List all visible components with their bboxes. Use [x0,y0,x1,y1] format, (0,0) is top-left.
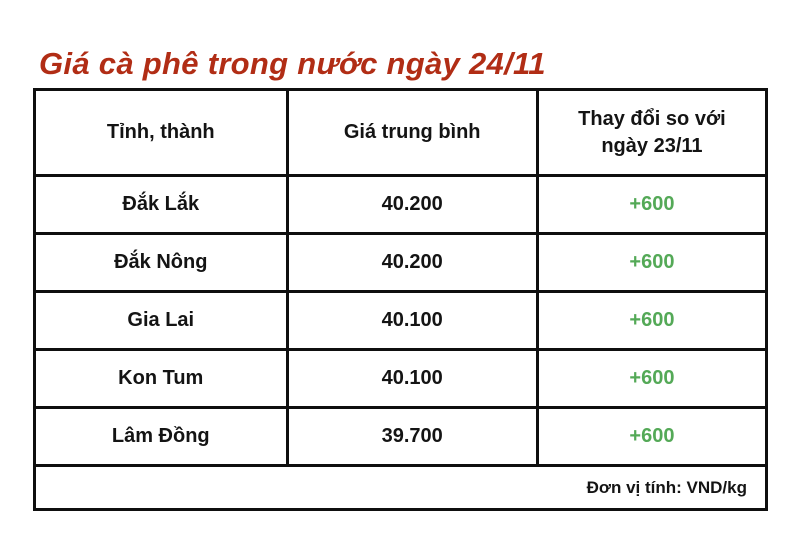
price-cell: 40.100 [287,350,537,408]
table-body [35,176,767,510]
price-cell: 40.200 [287,176,537,234]
price-cell: 39.700 [287,408,537,466]
table-header [35,90,767,176]
table-row [35,408,767,466]
coffee-price-table [33,88,768,511]
province-cell: Gia Lai [35,292,288,350]
header-change: Thay đổi so với ngày 23/11 [537,90,766,176]
change-cell: +600 [537,234,766,292]
table-row [35,292,767,350]
province-cell: Lâm Đồng [35,408,288,466]
province-cell: Đắk Lắk [35,176,288,234]
province-cell: Kon Tum [35,350,288,408]
table-row [35,350,767,408]
change-cell: +600 [537,350,766,408]
table-footer-row [35,466,767,510]
header-province: Tỉnh, thành [35,90,288,176]
province-cell: Đắk Nông [35,234,288,292]
price-cell: 40.200 [287,234,537,292]
price-cell: 40.100 [287,292,537,350]
unit-note: Đơn vị tính: VND/kg [35,466,767,510]
table-row [35,234,767,292]
header-average-price: Giá trung bình [287,90,537,176]
change-cell: +600 [537,292,766,350]
change-cell: +600 [537,408,766,466]
table-row [35,176,767,234]
header-row [35,90,767,176]
page-title: Giá cà phê trong nước ngày 24/11 [39,45,546,81]
change-cell: +600 [537,176,766,234]
